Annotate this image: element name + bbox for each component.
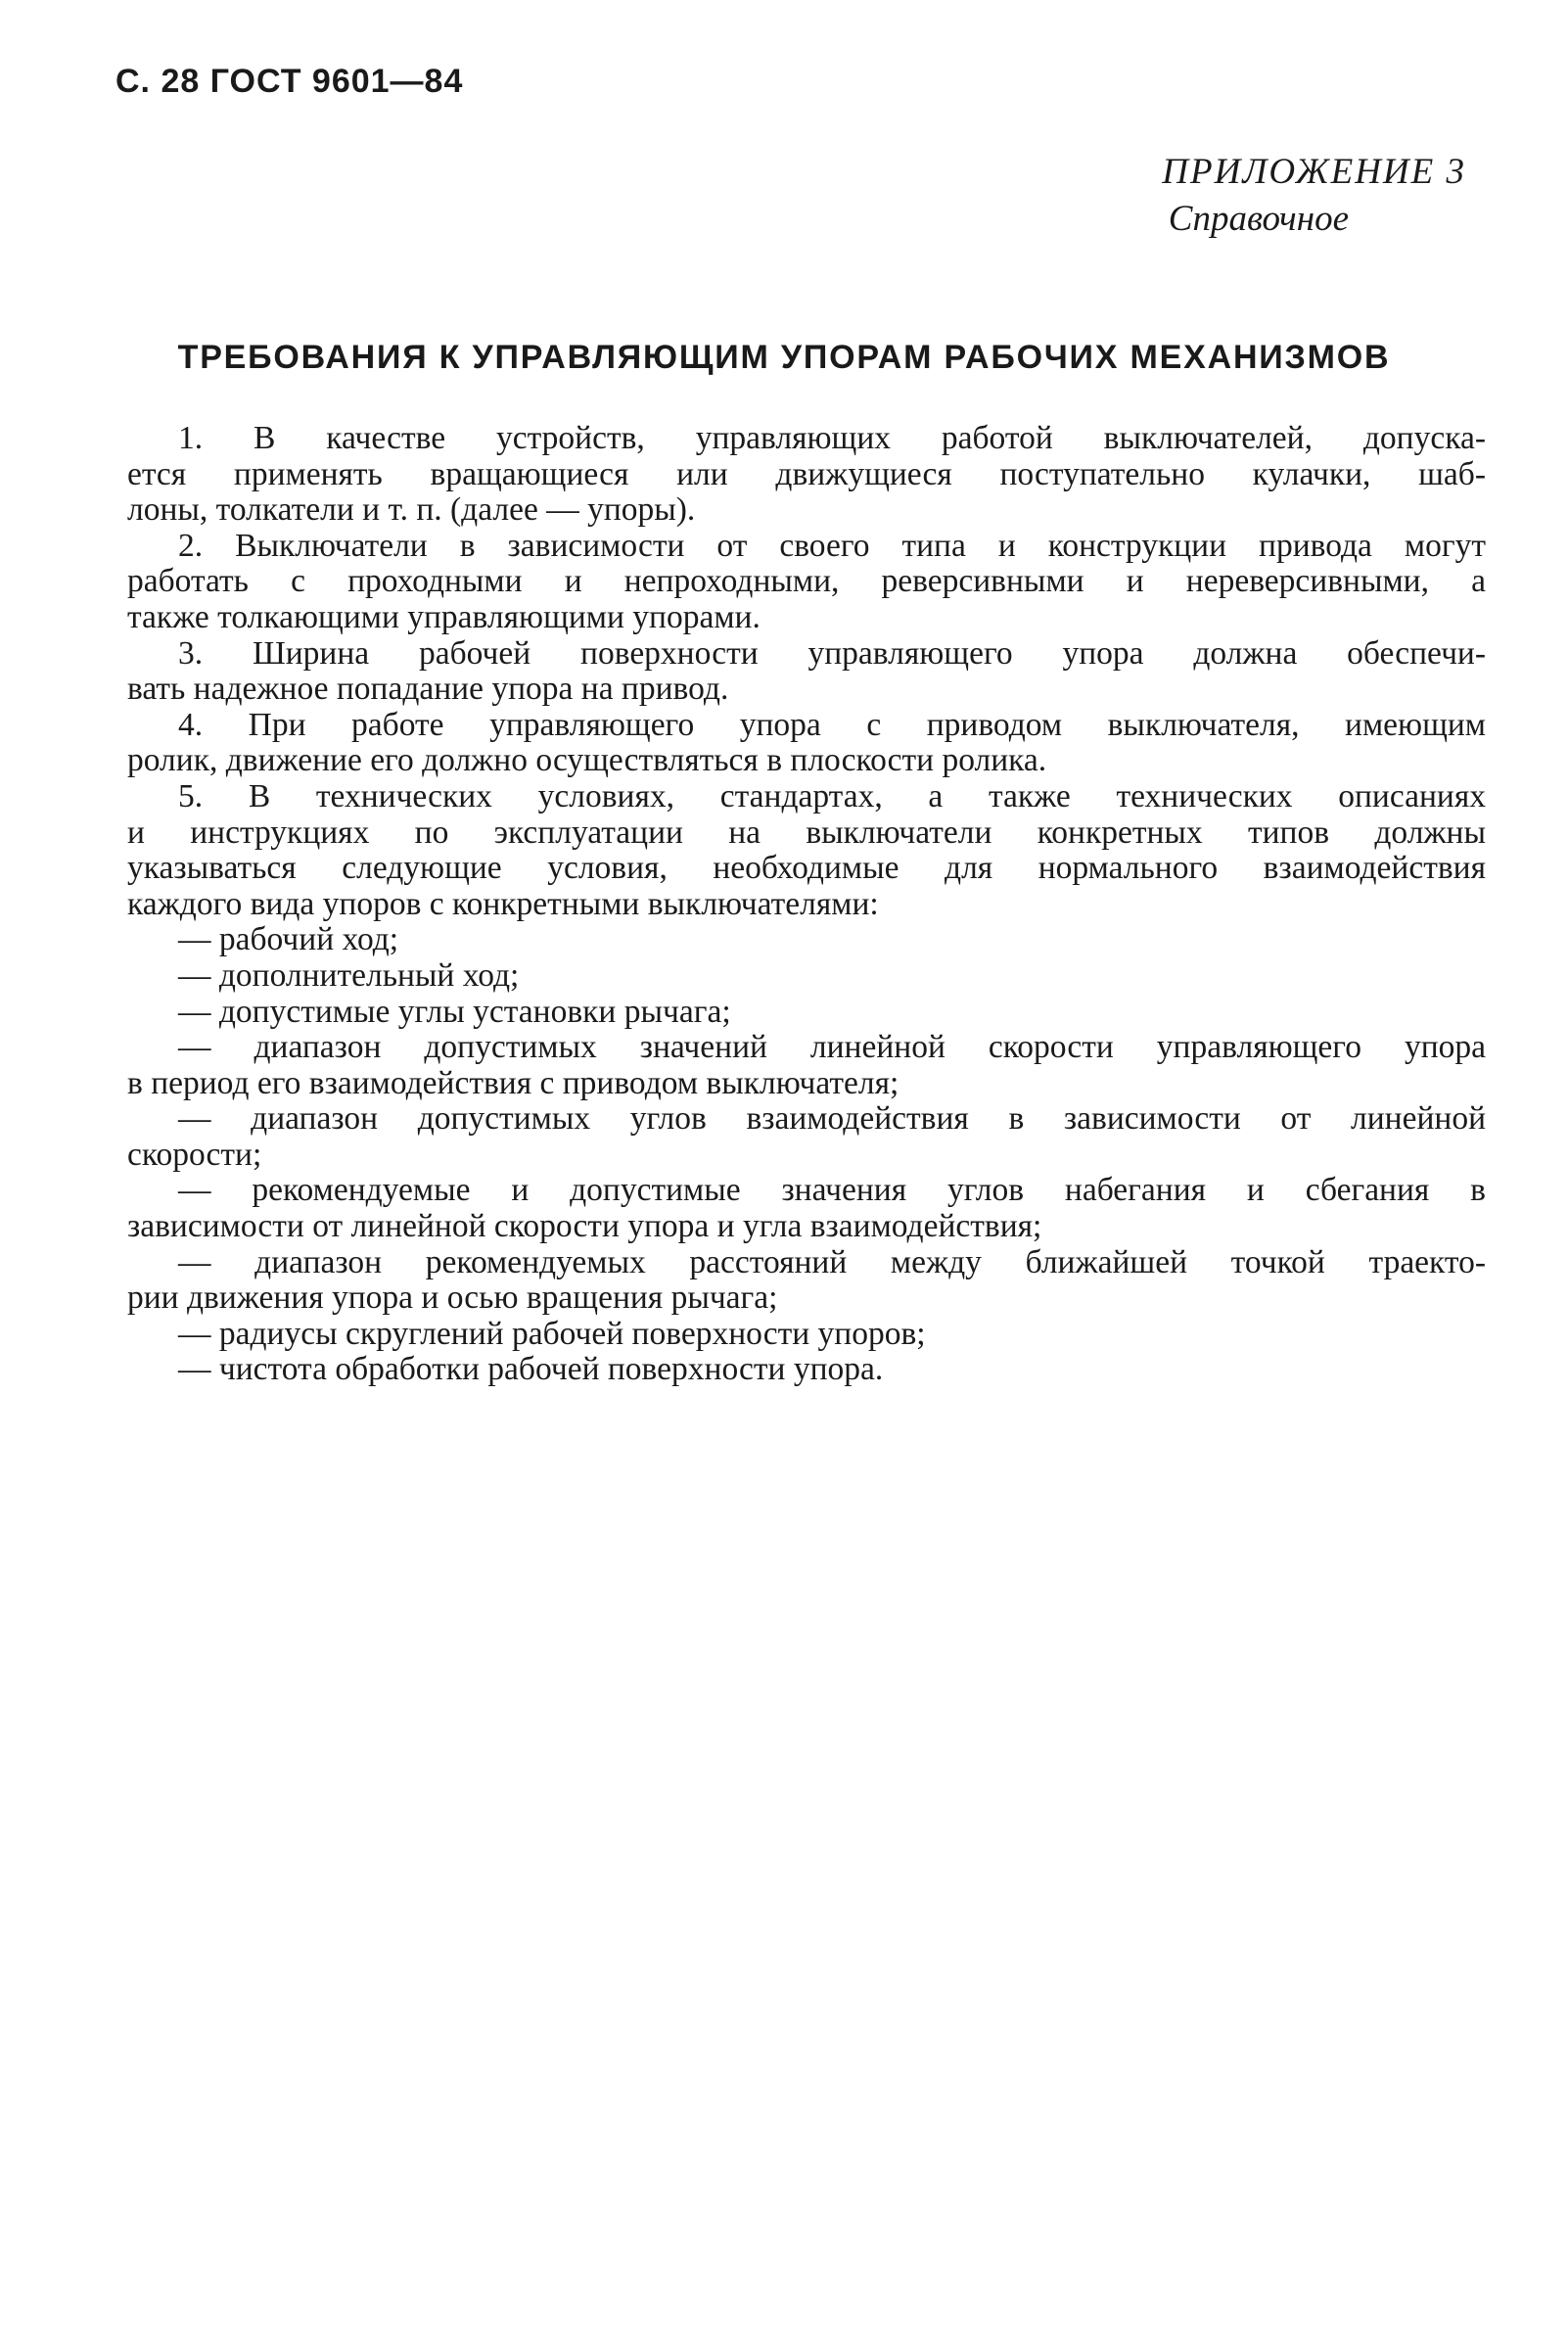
body-line: вать надежное попадание упора на привод. <box>127 671 729 708</box>
body-line: лоны, толкатели и т. п. (далее — упоры). <box>127 491 696 529</box>
body-line: — диапазон допустимых углов взаимодействия в зависимости от линейной <box>178 1100 1486 1138</box>
body-line: указываться следующие условия, необходимые для нормального взаимодействия <box>127 850 1486 887</box>
body-line: 2. Выключатели в зависимости от своего типа и конструкции привода могут <box>178 527 1486 564</box>
body-line: — чистота обработки рабочей поверхности упора. <box>178 1351 884 1388</box>
body-line: и инструкциях по эксплуатации на выключатели конкретных типов должны <box>127 814 1486 851</box>
body-line: — допустимые углы установки рычага; <box>178 993 731 1030</box>
body-line: 4. При работе управляющего упора с приводом выключателя, имеющим <box>178 706 1486 743</box>
body-line: скорости; <box>127 1136 262 1173</box>
body-line: в период его взаимодействия с приводом выключателя; <box>127 1064 899 1101</box>
body-line: 1. В качестве устройств, управляющих работой выключателей, допуска- <box>178 420 1486 456</box>
body-line: — радиусы скруглений рабочей поверхности упоров; <box>178 1315 926 1352</box>
body-line: — рабочий ход; <box>178 921 399 958</box>
appendix-block <box>1162 149 1466 243</box>
body-line: зависимости от линейной скорости упора и угла взаимодействия; <box>127 1208 1042 1245</box>
document-title: ТРЕБОВАНИЯ К УПРАВЛЯЮЩИМ УПОРАМ РАБОЧИХ МЕХАНИЗМОВ <box>177 339 1391 376</box>
body-line: — рекомендуемые и допустимые значения углов набегания и сбегания в <box>178 1172 1486 1209</box>
body-line: ется применять вращающиеся или движущиеся поступательно кулачки, шаб- <box>127 455 1486 492</box>
body-line: — дополнительный ход; <box>178 956 520 994</box>
body-line: также толкающими управляющими упорами. <box>127 598 761 635</box>
appendix-type: Справочное <box>1168 199 1349 239</box>
body-line: 3. Ширина рабочей поверхности управляющего упора должна обеспечи- <box>178 634 1486 672</box>
running-head: С. 28 ГОСТ 9601—84 <box>115 63 464 100</box>
body-line: — диапазон рекомендуемых расстояний между ближайшей точкой траекто- <box>178 1243 1486 1280</box>
body-text <box>127 421 1486 1388</box>
body-line: ролик, движение его должно осуществляться в плоскости ролика. <box>127 742 1047 779</box>
body-line: работать с проходными и непроходными, реверсивными и нереверсивными, а <box>127 563 1486 600</box>
appendix-label: ПРИЛОЖЕНИЕ 3 <box>1162 152 1466 192</box>
body-line: 5. В технических условиях, стандартах, а также технических описаниях <box>178 777 1486 814</box>
body-line: — диапазон допустимых значений линейной скорости управляющего упора <box>178 1029 1486 1066</box>
body-line: рии движения упора и осью вращения рычага; <box>127 1279 778 1317</box>
body-line: каждого вида упоров с конкретными выключателями: <box>127 885 879 922</box>
